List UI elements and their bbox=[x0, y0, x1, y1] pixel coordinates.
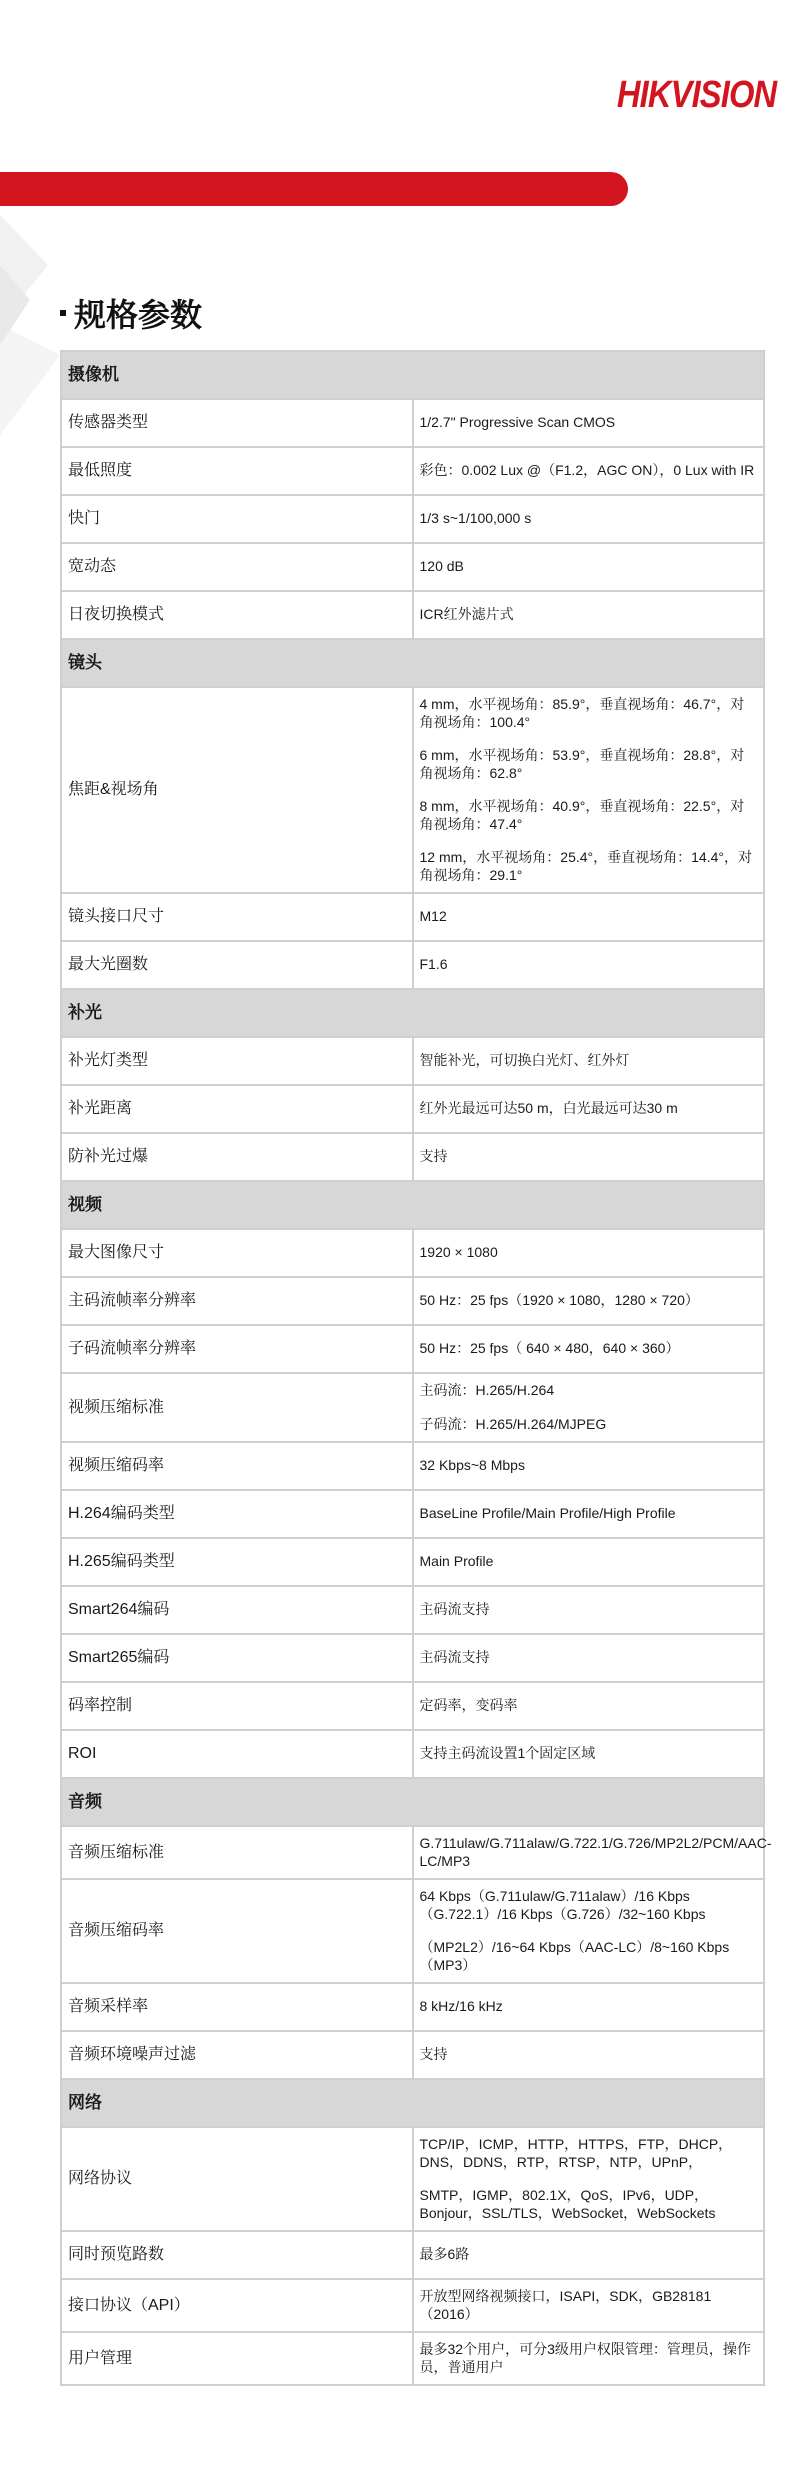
spec-value-line: TCP/IP，ICMP，HTTP，HTTPS，FTP，DHCP，DNS，DDNS，RTP，RTSP，NTP，UPnP， bbox=[419, 2136, 733, 2170]
table-row bbox=[61, 1682, 764, 1730]
table-row bbox=[61, 2127, 764, 2231]
spec-value bbox=[413, 543, 765, 591]
spec-value bbox=[413, 2231, 765, 2279]
spec-value bbox=[413, 1983, 765, 2031]
spec-value-line: 1920 × 1080 bbox=[419, 1244, 498, 1261]
section-header: 音频 bbox=[61, 1778, 764, 1826]
spec-value-line: ICR红外滤片式 bbox=[419, 606, 514, 623]
section-header: 镜头 bbox=[61, 639, 764, 687]
table-row bbox=[61, 447, 764, 495]
spec-label: 网络协议 bbox=[61, 2127, 413, 2231]
spec-value-line: （MP2L2）/16~64 Kbps（AAC-LC）/8~160 Kbps（MP3） bbox=[419, 1939, 730, 1973]
table-row bbox=[61, 591, 764, 639]
spec-value-line: 最多32个用户，可分3级用户权限管理：管理员，操作员，普通用户 bbox=[419, 2341, 751, 2375]
spec-label: 主码流帧率分辨率 bbox=[61, 1277, 413, 1325]
table-row bbox=[61, 495, 764, 543]
spec-label: 同时预览路数 bbox=[61, 2231, 413, 2279]
hikvision-logo: HIKVISION bbox=[616, 74, 776, 116]
spec-value-line: 64 Kbps（G.711ulaw/G.711alaw）/16 Kbps（G.722.1）/16 Kbps（G.726）/32~160 Kbps bbox=[419, 1888, 706, 1922]
spec-label: 补光距离 bbox=[61, 1085, 413, 1133]
spec-label: 补光灯类型 bbox=[61, 1037, 413, 1085]
spec-value bbox=[413, 2127, 765, 2231]
spec-value-line: 主码流：H.265/H.264 bbox=[419, 1382, 555, 1398]
spec-value bbox=[413, 1682, 765, 1730]
spec-value bbox=[413, 1325, 765, 1373]
spec-value bbox=[413, 1373, 765, 1442]
spec-value bbox=[413, 1277, 765, 1325]
spec-value bbox=[413, 1037, 765, 1085]
table-row bbox=[61, 941, 764, 989]
spec-value bbox=[413, 1586, 765, 1634]
spec-label: 传感器类型 bbox=[61, 399, 413, 447]
spec-value bbox=[413, 941, 765, 989]
spec-label: 用户管理 bbox=[61, 2332, 413, 2385]
table-row bbox=[61, 1325, 764, 1373]
table-row bbox=[61, 1538, 764, 1586]
spec-value-line: 红外光最远可达50 m，白光最远可达30 m bbox=[419, 1100, 678, 1117]
spec-value bbox=[413, 1133, 765, 1181]
spec-label: 音频采样率 bbox=[61, 1983, 413, 2031]
table-row bbox=[61, 2279, 764, 2332]
specs-heading bbox=[60, 290, 202, 336]
spec-value bbox=[413, 591, 765, 639]
spec-value bbox=[413, 447, 765, 495]
spec-value bbox=[413, 1826, 772, 1879]
spec-value-line: 50 Hz：25 fps（ 640 × 480，640 × 360） bbox=[419, 1340, 680, 1357]
spec-label: H.265编码类型 bbox=[61, 1538, 413, 1586]
table-row bbox=[61, 1037, 764, 1085]
spec-label: 最大光圈数 bbox=[61, 941, 413, 989]
spec-value-line: 1/2.7" Progressive Scan CMOS bbox=[419, 414, 616, 431]
spec-value bbox=[413, 1730, 765, 1778]
table-row bbox=[61, 2332, 764, 2385]
spec-value-line: 最多6路 bbox=[419, 2246, 470, 2263]
spec-value-line: 120 dB bbox=[419, 558, 464, 575]
spec-label: 音频压缩标准 bbox=[61, 1826, 413, 1879]
spec-value-line: 32 Kbps~8 Mbps bbox=[419, 1457, 525, 1474]
spec-value-line: 50 Hz：25 fps（1920 × 1080，1280 × 720） bbox=[419, 1292, 699, 1309]
section-header-row bbox=[61, 2079, 764, 2127]
spec-value-line: 主码流支持 bbox=[419, 1601, 490, 1618]
spec-value-line: 支持主码流设置1个固定区域 bbox=[419, 1745, 596, 1762]
section-header-row bbox=[61, 989, 764, 1037]
table-row bbox=[61, 1586, 764, 1634]
spec-label: 最低照度 bbox=[61, 447, 413, 495]
spec-value bbox=[413, 2332, 765, 2385]
table-row bbox=[61, 2031, 764, 2079]
section-header-row bbox=[61, 639, 764, 687]
table-row bbox=[61, 1085, 764, 1133]
spec-label: 快门 bbox=[61, 495, 413, 543]
spec-value bbox=[413, 2279, 765, 2332]
table-row bbox=[61, 543, 764, 591]
bullet-dot bbox=[60, 310, 66, 316]
table-row bbox=[61, 1490, 764, 1538]
spec-value-line: G.711ulaw/G.711alaw/G.722.1/G.726/MP2L2/PCM/AAC-LC/MP3 bbox=[419, 1835, 772, 1869]
spec-value-line: SMTP，IGMP，802.1X，QoS，IPv6，UDP，Bonjour，SSL/TLS，WebSocket，WebSockets bbox=[419, 2187, 716, 2221]
table-row bbox=[61, 1277, 764, 1325]
spec-value bbox=[413, 1879, 765, 1983]
spec-label: 最大图像尺寸 bbox=[61, 1229, 413, 1277]
table-row bbox=[61, 1983, 764, 2031]
spec-value-line: 子码流：H.265/H.264/MJPEG bbox=[419, 1415, 607, 1432]
spec-label: Smart264编码 bbox=[61, 1586, 413, 1634]
spec-value-line: 6 mm，水平视场角：53.9°，垂直视场角：28.8°，对角视场角：62.8° bbox=[419, 747, 745, 781]
spec-label: 焦距&视场角 bbox=[61, 687, 413, 893]
spec-value-line: 4 mm，水平视场角：85.9°，垂直视场角：46.7°，对角视场角：100.4° bbox=[419, 696, 745, 730]
spec-label: 宽动态 bbox=[61, 543, 413, 591]
spec-value bbox=[413, 1538, 765, 1586]
spec-label: 视频压缩标准 bbox=[61, 1373, 413, 1442]
spec-label: 视频压缩码率 bbox=[61, 1442, 413, 1490]
table-row bbox=[61, 1229, 764, 1277]
spec-value-line: 智能补光，可切换白光灯、红外灯 bbox=[419, 1052, 630, 1069]
spec-value-line: 8 kHz/16 kHz bbox=[419, 1998, 503, 2015]
spec-value bbox=[413, 2031, 765, 2079]
section-header: 网络 bbox=[61, 2079, 764, 2127]
spec-value bbox=[413, 893, 765, 941]
spec-value-line: 8 mm，水平视场角：40.9°，垂直视场角：22.5°，对角视场角：47.4° bbox=[419, 798, 745, 832]
spec-label: Smart265编码 bbox=[61, 1634, 413, 1682]
section-header-row bbox=[61, 1778, 764, 1826]
spec-value bbox=[413, 1634, 765, 1682]
spec-label: ROI bbox=[61, 1730, 413, 1778]
spec-value-line: 主码流支持 bbox=[419, 1649, 490, 1666]
specs-heading-text: 规格参数 bbox=[74, 297, 203, 333]
spec-value-line: 开放型网络视频接口，ISAPI，SDK，GB28181（2016） bbox=[419, 2288, 712, 2322]
spec-value bbox=[413, 687, 765, 893]
table-row bbox=[61, 893, 764, 941]
header-red-bar bbox=[0, 172, 628, 206]
spec-label: 接口协议（API） bbox=[61, 2279, 413, 2332]
spec-value-line: 1/3 s~1/100,000 s bbox=[419, 510, 532, 527]
table-row bbox=[61, 1826, 764, 1879]
spec-value bbox=[413, 399, 765, 447]
spec-label: 镜头接口尺寸 bbox=[61, 893, 413, 941]
spec-value bbox=[413, 1085, 765, 1133]
table-row bbox=[61, 1730, 764, 1778]
section-header-row bbox=[61, 1181, 764, 1229]
spec-label: 音频压缩码率 bbox=[61, 1879, 413, 1983]
spec-value-line: 支持 bbox=[419, 1148, 448, 1165]
spec-label: 防补光过爆 bbox=[61, 1133, 413, 1181]
spec-table bbox=[60, 350, 772, 2386]
spec-value bbox=[413, 1229, 765, 1277]
table-row bbox=[61, 2231, 764, 2279]
spec-value bbox=[413, 1490, 765, 1538]
spec-label: 子码流帧率分辨率 bbox=[61, 1325, 413, 1373]
spec-label: 日夜切换模式 bbox=[61, 591, 413, 639]
spec-value-line: M12 bbox=[419, 908, 447, 925]
table-row bbox=[61, 399, 764, 447]
section-header: 摄像机 bbox=[61, 351, 764, 399]
spec-value-line: Main Profile bbox=[419, 1553, 494, 1570]
spec-label: H.264编码类型 bbox=[61, 1490, 413, 1538]
section-header: 视频 bbox=[61, 1181, 764, 1229]
table-row bbox=[61, 1442, 764, 1490]
spec-label: 音频环境噪声过滤 bbox=[61, 2031, 413, 2079]
spec-value-line: 12 mm，水平视场角：25.4°，垂直视场角：14.4°，对角视场角：29.1° bbox=[419, 849, 752, 883]
spec-value-line: BaseLine Profile/Main Profile/High Profile bbox=[419, 1505, 676, 1522]
section-header: 补光 bbox=[61, 989, 764, 1037]
spec-value-line: 彩色：0.002 Lux @（F1.2，AGC ON），0 Lux with IR bbox=[419, 462, 755, 479]
table-row bbox=[61, 1879, 764, 1983]
spec-value bbox=[413, 495, 765, 543]
spec-value-line: 支持 bbox=[419, 2046, 448, 2063]
spec-value-line: F1.6 bbox=[419, 956, 448, 973]
spec-value-line: 定码率，变码率 bbox=[419, 1697, 518, 1714]
spec-label: 码率控制 bbox=[61, 1682, 413, 1730]
spec-value bbox=[413, 1442, 765, 1490]
table-row bbox=[61, 1373, 764, 1442]
table-row bbox=[61, 1133, 764, 1181]
section-header-row bbox=[61, 351, 764, 399]
table-row bbox=[61, 1634, 764, 1682]
table-row bbox=[61, 687, 764, 893]
